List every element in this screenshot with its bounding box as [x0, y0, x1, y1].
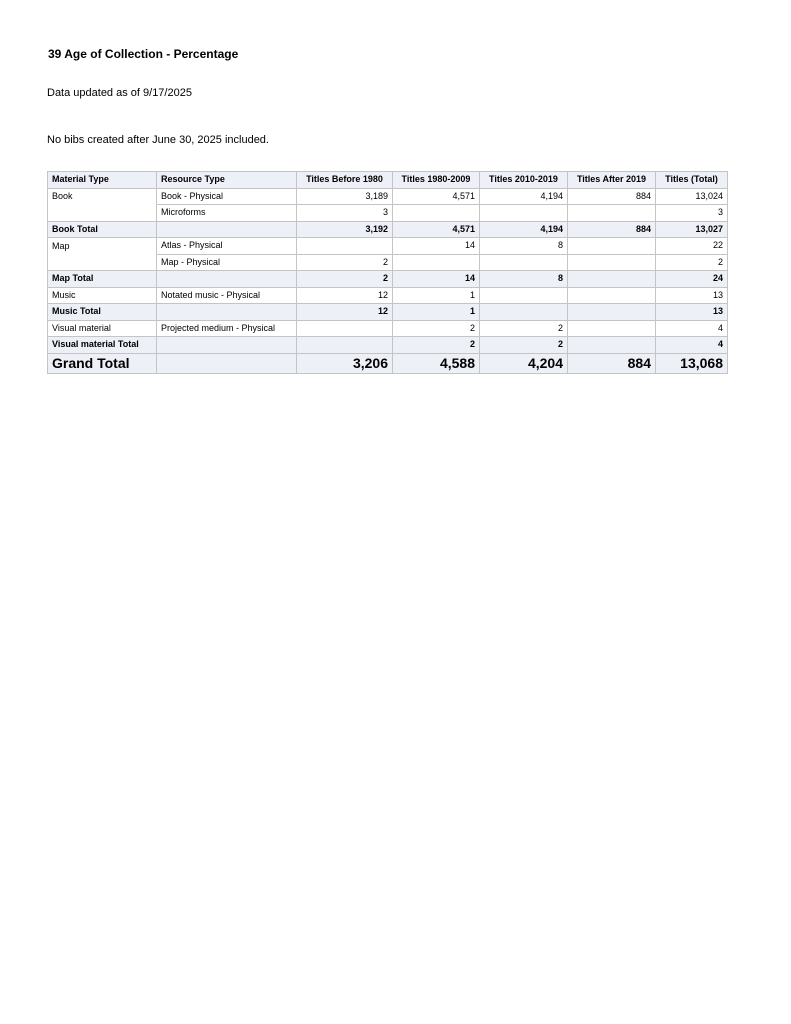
- resource-type-cell: Atlas - Physical: [157, 238, 297, 255]
- 1980-2009-cell: 1: [393, 304, 480, 321]
- table-row: [48, 188, 728, 205]
- resource-type-cell: Map - Physical: [157, 254, 297, 271]
- grand-total-cell: 13,068: [656, 353, 728, 373]
- resource-type-cell: Projected medium - Physical: [157, 320, 297, 337]
- grand-before-1980-cell: 3,206: [297, 353, 393, 373]
- 1980-2009-cell: 4,571: [393, 188, 480, 205]
- header-row: [48, 172, 728, 189]
- 1980-2009-cell: 1: [393, 287, 480, 304]
- grand-total-resource-cell: [157, 353, 297, 373]
- 1980-2009-cell: 2: [393, 337, 480, 354]
- 1980-2009-cell: 14: [393, 271, 480, 288]
- resource-type-cell: Notated music - Physical: [157, 287, 297, 304]
- after-2019-cell: [568, 238, 656, 255]
- before-1980-cell: [297, 320, 393, 337]
- resource-type-cell: Book - Physical: [157, 188, 297, 205]
- after-2019-cell: 884: [568, 221, 656, 238]
- 2010-2019-cell: 2: [480, 337, 568, 354]
- material-type-cell: Visual material: [48, 320, 157, 337]
- after-2019-cell: [568, 320, 656, 337]
- subtotal-row: [48, 337, 728, 354]
- 2010-2019-cell: 2: [480, 320, 568, 337]
- after-2019-cell: [568, 271, 656, 288]
- subtotal-label: Book Total: [48, 221, 157, 238]
- header-total: Titles (Total): [656, 172, 728, 189]
- age-of-collection-table: [47, 171, 728, 374]
- data-updated-text: Data updated as of 9/17/2025: [47, 87, 192, 99]
- 2010-2019-cell: 4,194: [480, 221, 568, 238]
- 2010-2019-cell: [480, 205, 568, 222]
- header-resource-type: Resource Type: [157, 172, 297, 189]
- subtotal-label: Music Total: [48, 304, 157, 321]
- total-cell: 4: [656, 337, 728, 354]
- table-row: [48, 205, 728, 222]
- after-2019-cell: [568, 287, 656, 304]
- material-type-cell: Book: [48, 188, 157, 205]
- table-row: [48, 238, 728, 255]
- 1980-2009-cell: 14: [393, 238, 480, 255]
- grand-2010-2019-cell: 4,204: [480, 353, 568, 373]
- table-row: [48, 287, 728, 304]
- after-2019-cell: [568, 254, 656, 271]
- header-material-type: Material Type: [48, 172, 157, 189]
- before-1980-cell: 3,192: [297, 221, 393, 238]
- 2010-2019-cell: 8: [480, 271, 568, 288]
- grand-after-2019-cell: 884: [568, 353, 656, 373]
- grand-total-row: [48, 353, 728, 373]
- subtotal-label: Visual material Total: [48, 337, 157, 354]
- table-row: [48, 320, 728, 337]
- subtotal-row: [48, 304, 728, 321]
- total-cell: 13: [656, 304, 728, 321]
- 1980-2009-cell: 4,571: [393, 221, 480, 238]
- total-cell: 24: [656, 271, 728, 288]
- after-2019-cell: 884: [568, 188, 656, 205]
- 1980-2009-cell: [393, 205, 480, 222]
- after-2019-cell: [568, 304, 656, 321]
- material-type-cell: Map: [48, 238, 157, 255]
- before-1980-cell: 12: [297, 304, 393, 321]
- before-1980-cell: 2: [297, 254, 393, 271]
- subtotal-row: [48, 221, 728, 238]
- before-1980-cell: [297, 337, 393, 354]
- 1980-2009-cell: [393, 254, 480, 271]
- resource-type-cell: Microforms: [157, 205, 297, 222]
- header-2010-2019: Titles 2010-2019: [480, 172, 568, 189]
- report-title: 39 Age of Collection - Percentage: [48, 47, 239, 61]
- material-type-cell: [48, 254, 157, 271]
- header-after-2019: Titles After 2019: [568, 172, 656, 189]
- 2010-2019-cell: [480, 254, 568, 271]
- before-1980-cell: 2: [297, 271, 393, 288]
- before-1980-cell: 12: [297, 287, 393, 304]
- header-before-1980: Titles Before 1980: [297, 172, 393, 189]
- header-1980-2009: Titles 1980-2009: [393, 172, 480, 189]
- before-1980-cell: 3,189: [297, 188, 393, 205]
- resource-type-cell: [157, 304, 297, 321]
- 1980-2009-cell: 2: [393, 320, 480, 337]
- grand-total-label: Grand Total: [48, 353, 157, 373]
- material-type-cell: [48, 205, 157, 222]
- 2010-2019-cell: 8: [480, 238, 568, 255]
- table-row: [48, 254, 728, 271]
- after-2019-cell: [568, 205, 656, 222]
- subtotal-label: Map Total: [48, 271, 157, 288]
- grand-1980-2009-cell: 4,588: [393, 353, 480, 373]
- total-cell: 3: [656, 205, 728, 222]
- subtotal-row: [48, 271, 728, 288]
- total-cell: 13,027: [656, 221, 728, 238]
- report-note: No bibs created after June 30, 2025 included.: [47, 134, 269, 146]
- resource-type-cell: [157, 337, 297, 354]
- 2010-2019-cell: [480, 287, 568, 304]
- resource-type-cell: [157, 221, 297, 238]
- resource-type-cell: [157, 271, 297, 288]
- total-cell: 13,024: [656, 188, 728, 205]
- 2010-2019-cell: 4,194: [480, 188, 568, 205]
- total-cell: 22: [656, 238, 728, 255]
- before-1980-cell: 3: [297, 205, 393, 222]
- total-cell: 13: [656, 287, 728, 304]
- before-1980-cell: [297, 238, 393, 255]
- total-cell: 4: [656, 320, 728, 337]
- material-type-cell: Music: [48, 287, 157, 304]
- total-cell: 2: [656, 254, 728, 271]
- 2010-2019-cell: [480, 304, 568, 321]
- after-2019-cell: [568, 337, 656, 354]
